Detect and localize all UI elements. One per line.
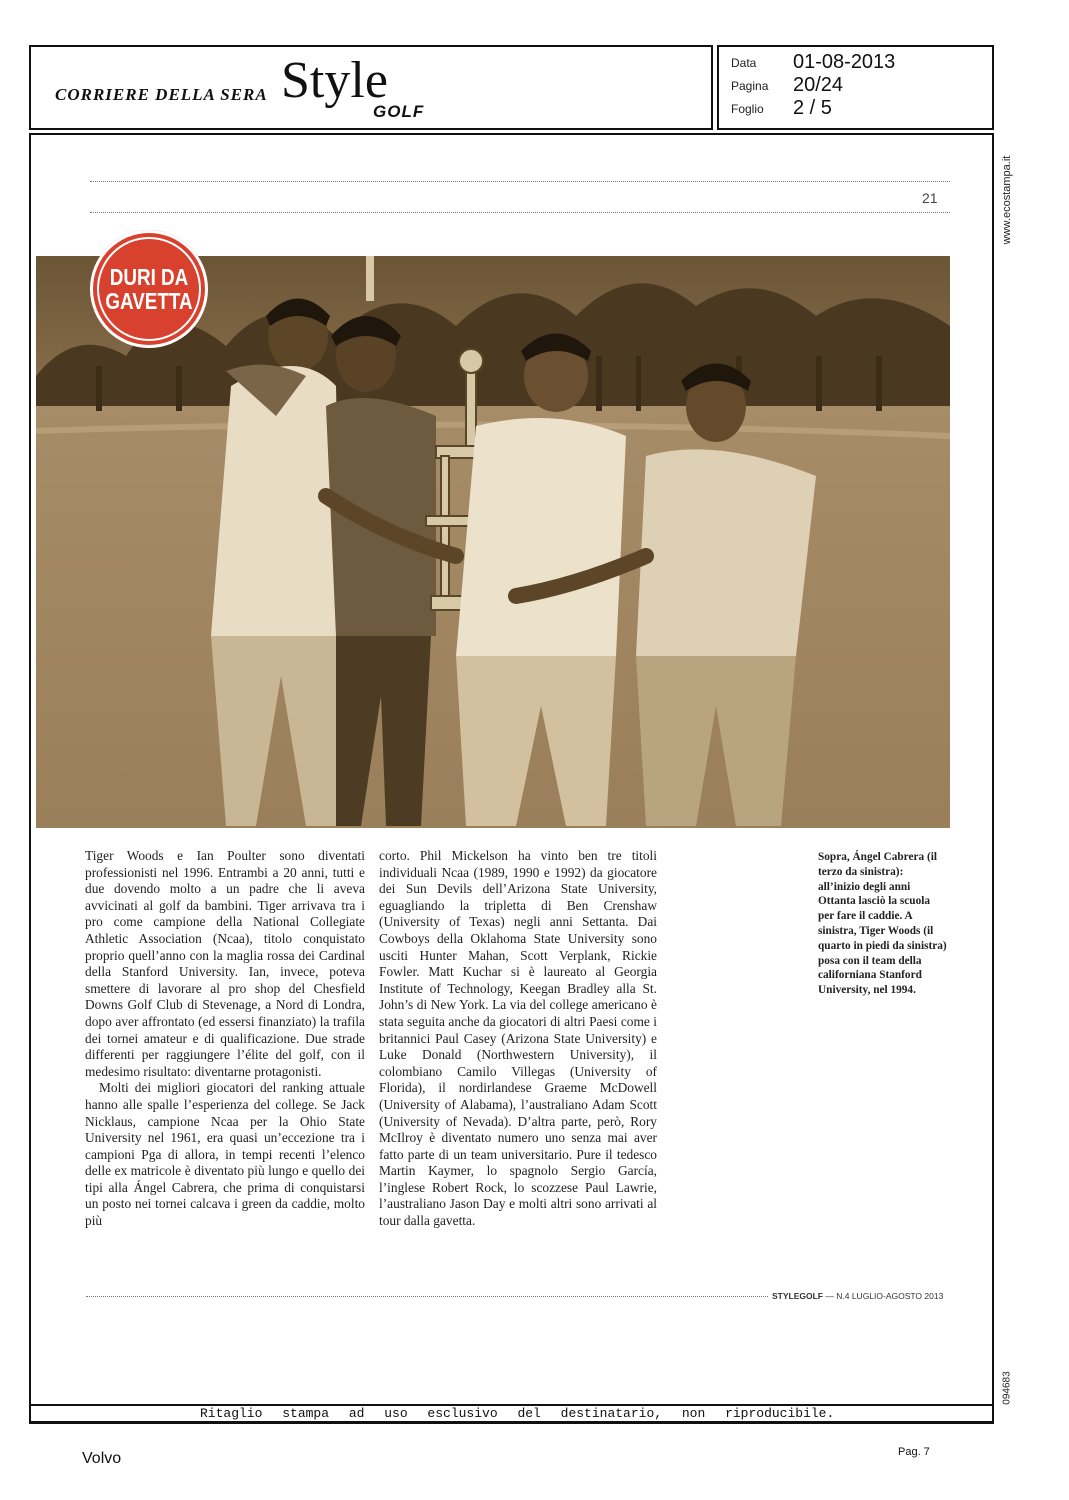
article-column-2 xyxy=(379,848,657,1230)
badge-line-2: GAVETTA xyxy=(105,288,193,314)
bottom-divider xyxy=(86,1296,768,1297)
side-code-text: 094683 xyxy=(1001,1370,1013,1405)
page-label: Pag. 7 xyxy=(898,1446,930,1458)
meta-label-page: Pagina xyxy=(731,79,769,93)
header-meta xyxy=(717,45,994,130)
magazine-logo: Style xyxy=(281,52,388,109)
meta-value-date: 01-08-2013 xyxy=(793,51,896,73)
badge-line-1: DURI DA xyxy=(109,264,189,290)
newspaper-name: CORRIERE DELLA SERA xyxy=(55,85,268,104)
magazine-footer-brand: STYLEGOLF xyxy=(772,1291,823,1301)
side-website-text: www.ecostampa.it xyxy=(1001,155,1013,245)
page-number: 21 xyxy=(922,190,938,206)
client-name: Volvo xyxy=(82,1450,122,1467)
article-paragraph: corto. Phil Mickelson ha vinto ben tre titoli individuali Ncaa (1989, 1990 e 1992) da giocatore dei Sun Devils dell’Arizona State University, eguagliando la tripletta di Ben Crenshaw (University of Texas) negli anni Settanta. Dai Cowboys della Oklahoma State University sono usciti Hunter Mahan, Scott Verplank, Rickie Fowler. Matt Kuchar si è laureato al Georgia Institute of Technology, Keegan Bradley alla St. John’s di New York. La via del college americano è stata seguita anche da giocatori di altri Paesi come i britannici Paul Casey (Arizona State University) e Luke Donald (Northwestern University), il colombiano Camilo Villegas (University of Florida), il nordirlandese Graeme McDowell (University of Alabama), l’australiano Adam Scott (University of Nevada). D’altra parte, però, Rory McIlroy è diventato numero uno senza mai aver fatto parte di un team universitario. Pure il tedesco Martin Kaymer, lo spagnolo Sergio García, l’inglese Robert Rock, lo scozzese Paul Lawrie, l’australiano Jason Day e molti altri sono arrivati al tour dalla gavetta. xyxy=(379,848,657,1229)
meta-label-date: Data xyxy=(731,56,757,70)
meta-value-sheet: 2 / 5 xyxy=(793,97,832,119)
footer-notice: Ritaglio stampa ad uso esclusivo del destinatario, non riproducibile. xyxy=(200,1406,835,1421)
header-masthead xyxy=(29,45,713,130)
meta-value-page: 20/24 xyxy=(793,74,844,96)
side-code xyxy=(1000,1365,1014,1410)
top-divider-2 xyxy=(90,212,950,213)
meta-label-sheet: Foglio xyxy=(731,102,764,116)
photo-caption: Sopra, Ángel Cabrera (il terzo da sinistra): all’inizio degli anni Ottanta lasciò la scuola per fare il caddie. A sinistra, Tiger Woods (il quarto in piedi da sinistra) posa con il team della californiana Stanford University, nel 1994. xyxy=(818,851,947,997)
top-divider xyxy=(90,181,950,182)
side-website xyxy=(1000,145,1014,255)
magazine-footer xyxy=(772,1291,943,1301)
magazine-footer-issue: — N.4 LUGLIO-AGOSTO 2013 xyxy=(825,1291,944,1301)
article-paragraph: Tiger Woods e Ian Poulter sono diventati professionisti nel 1996. Entrambi a 20 anni, tutti e due dovendo molto a un padre che li aveva avvicinati al golf da bambini. Tiger arrivava tra i pro come campione della National Collegiate Athletic Association (Ncaa), titolo conquistato proprio quell’anno con la maglia rossa dei Cardinal della Stanford University. Ian, invece, poteva smettere di lavorare al pro shop del Chesfield Downs Golf Club di Stevenage, a Nord di Londra, dopo aver affrontato (ed essersi finanziato) la trafila dei tornei amateur e di qualificazione. Due strade differenti per raggiungere l’élite del golf, con il medesimo risultato: diventarne protagonisti. xyxy=(85,848,365,1079)
article-column-1 xyxy=(85,848,365,1230)
article-paragraph: Molti dei migliori giocatori del ranking attuale hanno alle spalle l’esperienza del college. Se Jack Nicklaus, campione Ncaa per la Ohio State University nel 1961, era quasi un’eccezione tra i campioni Pga di allora, in tempi recenti l’elenco delle ex matricole è diventato più lungo e quello dei tipi alla Ángel Cabrera, che prima di conquistarsi un posto nei tornei calcava i green da caddie, molto più xyxy=(85,1080,365,1229)
magazine-logo-sub: GOLF xyxy=(373,102,425,121)
section-badge xyxy=(90,230,208,348)
